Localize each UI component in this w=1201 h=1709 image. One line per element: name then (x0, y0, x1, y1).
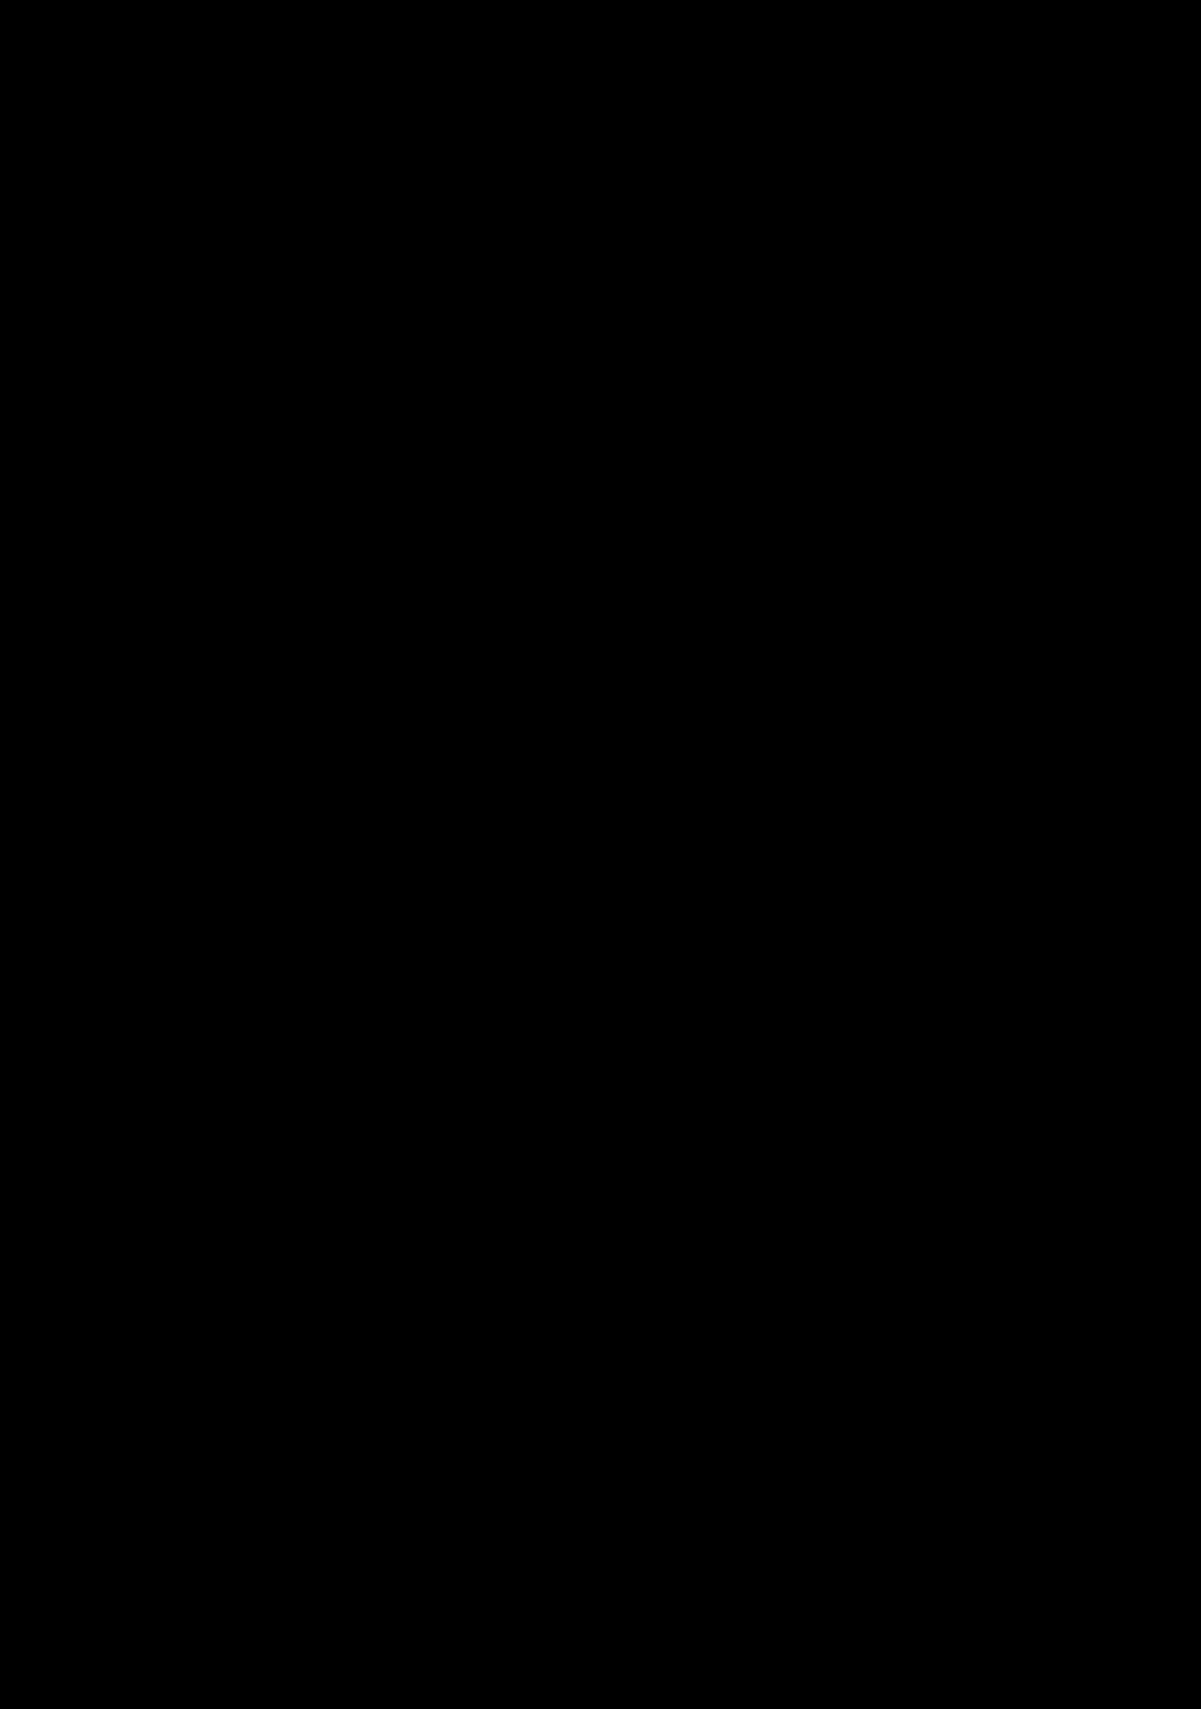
equation-1: ΕΝΕΡΓΗΤΙΚΟ = ΠΑΘΗΤΙΚΟ (446, 448, 716, 472)
equation-2: ΕΝΕΡΓΗΤΙΚΟ = ΚΑΘΑΡΗ ΘΕΣΗ + ΥΠΟΧΡΕΩΣΕΙΣ (300, 733, 786, 756)
naming-term-liabilities: Παθητικό (256, 372, 335, 392)
table-b-header-row (129, 1285, 1036, 1313)
naming-line-1 (196, 339, 764, 368)
equation-box-1 (374, 424, 788, 497)
table-row (129, 1313, 1036, 1341)
balance-line-2: μονάδας. Όπως έχουμε αναφέρει το Ενεργητικό παρουσιάζει την περιουσία του (αυτό (148, 912, 785, 932)
separation-line-1: Αν προχωρήσουμε παραπέρα και διαχωρίσουμε «το τι χρωστάει» στον ε- (196, 524, 739, 544)
table-a-title: Α΄ επίπεδο (129, 1077, 1036, 1105)
intro-line-3: λέει «η οικονομική μονάδα ό,τι έχει σαν περιουσιακό στοιχείο σε κάποιον το (148, 256, 719, 276)
table-a-header-assets: ΕΝΕΡΓΗΤΙΚΟ (129, 1105, 583, 1133)
naming-text-d: καταλήγουμε στην αποκαλούμενη λογιστική ταυτότητα. (334, 372, 757, 392)
subheading: Παρουσίαση των βασικών τμημάτων του ισολογισμού. (148, 828, 579, 848)
table-b-title-row (129, 1257, 1036, 1285)
table-b-header-assets: ΕΝΕΡΓΗΤΙΚΟ (129, 1285, 583, 1313)
intro-line-4: χρωστάει». Αυτός ο κάποιος μπορεί να είναι ο επιχειρηματίας (που έβαλε το (148, 285, 715, 305)
equation-box-2 (203, 714, 883, 776)
table-a-header-liabilities: ΠΑΘΗΤΙΚΟ (582, 1105, 1036, 1133)
balance-line-5: επόμενους πίνακες θα προσπαθήσουμε να απεικονίσουμε τα κομμάτια του (148, 999, 701, 1019)
table-b-cell-assets-2: Κυκλοφορούν ενεργητικό (129, 1341, 583, 1369)
section-title: 2.12 Λογιστική ταυτότητα του Δήμου (148, 121, 531, 148)
separation-line-5: τητα διαμορφώνεται σε: (148, 640, 328, 660)
table-b-cell-liabilities-1: Ίδια κεφάλαια (582, 1313, 1036, 1341)
separation-line-3: ό,τι χρωστάει στον επιχειρηματία «καθαρή θέση ή καθαρή (148, 582, 583, 602)
table-a-cell-liabilities: Οι πηγές χρηματοδότησης (582, 1133, 1036, 1161)
intro-line-5: κεφάλαιο) είτε κάποιος τρίτος (τράπεζα, προμηθευτές κλπ.) (148, 314, 590, 334)
intro-line-2: στιγμή τι έχει και που το χρωστάει. Εμφανίζεται λοιπόν το πρώτο βασικό αξίωμα που (148, 227, 784, 247)
intro-line-1: Ξεκινάμε από το δεδομένο ότι η οικονομική μονάδα χρειάζεται να ξέρει ανά πάσα (196, 198, 807, 218)
table-a-cell-assets: Η περιουσία (129, 1133, 583, 1161)
naming-text-c: «ό,τι οφείλει» (148, 372, 257, 392)
separation-line-4: περιουσία» και ό,τι χρωστάει σε τρίτους «υποχρεώσεις» τότε η προηγούμενη ταυτό- (148, 611, 775, 631)
table-level-a (128, 1076, 1036, 1161)
table-row (129, 1341, 1036, 1369)
table-level-b (128, 1256, 1036, 1369)
table-b-cell-assets-1: Πάγιο ενεργητικό (129, 1313, 583, 1341)
balance-line-3: που έχει, αυτό που δικαιούται) και το Παθητικό που το χρωστάει (ή διαφορετικά θα (148, 941, 770, 961)
table-b-title: Β' επίπεδο (129, 1257, 1036, 1285)
table-row (129, 1133, 1036, 1161)
caption-level-a: Απεικονίζει τα 2 βασικά του σκέλη του ισολογισμού (294, 1198, 685, 1218)
separation-line-2: πιχειρηματία από το «τι χρωστάει σε τρίτους» και συμφωνήσουμε να ονομάσουμε το (148, 553, 780, 573)
naming-line-2 (148, 368, 757, 397)
page-number: 96 (955, 1625, 976, 1649)
table-b-header-liabilities: ΠΑΘΗΤΙΚΟ (582, 1285, 1036, 1313)
balance-line-6: ισολογισμού. Η διαδικασία που θα ακολουθήσουμε θα είναι από επίπεδο σε επίπεδο: (148, 1028, 778, 1048)
naming-text-b: και (735, 343, 765, 363)
balance-line-4: μπορούσαμε να πούμε τις πηγές χρηματοδότησης του Ενεργητικού). Με τους (148, 970, 723, 990)
table-a-title-row (129, 1077, 1036, 1105)
table-a-header-row (129, 1105, 1036, 1133)
naming-text-a: Αν συμφωνήσουμε να ονομάσουμε «ό,τι έχει» η επιχείρηση (196, 343, 645, 363)
naming-term-assets: Ενεργητικό (644, 343, 736, 363)
balance-line-1: Ο ισολογισμός απεικονίζει την περιουσιακή κατάσταση της οικονομικής (148, 883, 687, 903)
table-b-cell-liabilities-2: Ξένα κεφάλαια (582, 1341, 1036, 1369)
